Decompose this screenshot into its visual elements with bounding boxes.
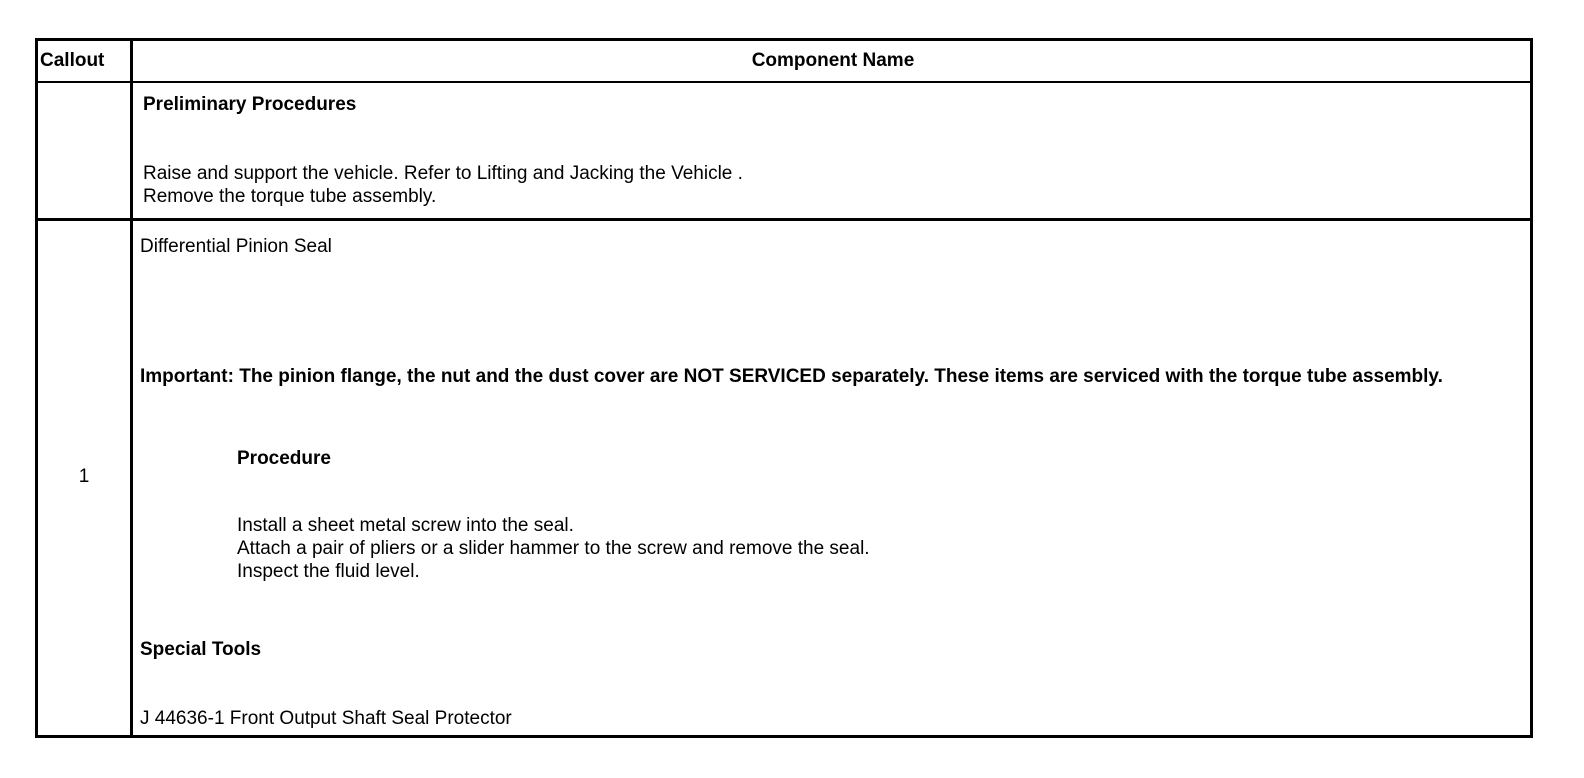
preliminary-procedures-title: Preliminary Procedures <box>143 94 357 115</box>
column-divider <box>130 41 133 735</box>
service-procedure-table <box>35 38 1533 738</box>
special-tool-item: J 44636-1 Front Output Shaft Seal Protector <box>140 708 512 729</box>
header-row-divider <box>38 81 1530 83</box>
procedure-step: Install a sheet metal screw into the seal. <box>237 515 574 536</box>
header-component-name: Component Name <box>751 50 915 71</box>
important-note: Important: The pinion flange, the nut and the dust cover are NOT SERVICED separately. These items are serviced with the torque tube assembly. <box>140 366 1443 387</box>
procedure-step: Attach a pair of pliers or a slider hammer to the screw and remove the seal. <box>237 538 870 559</box>
component-name: Differential Pinion Seal <box>140 236 332 257</box>
procedure-title: Procedure <box>237 448 331 469</box>
preliminary-step: Remove the torque tube assembly. <box>143 186 437 207</box>
preliminary-step: Raise and support the vehicle. Refer to Lifting and Jacking the Vehicle . <box>143 163 743 184</box>
callout-number: 1 <box>78 466 90 487</box>
procedure-step: Inspect the fluid level. <box>237 561 420 582</box>
header-callout: Callout <box>40 50 105 71</box>
special-tools-title: Special Tools <box>140 639 262 660</box>
preliminary-row-divider <box>38 218 1530 221</box>
